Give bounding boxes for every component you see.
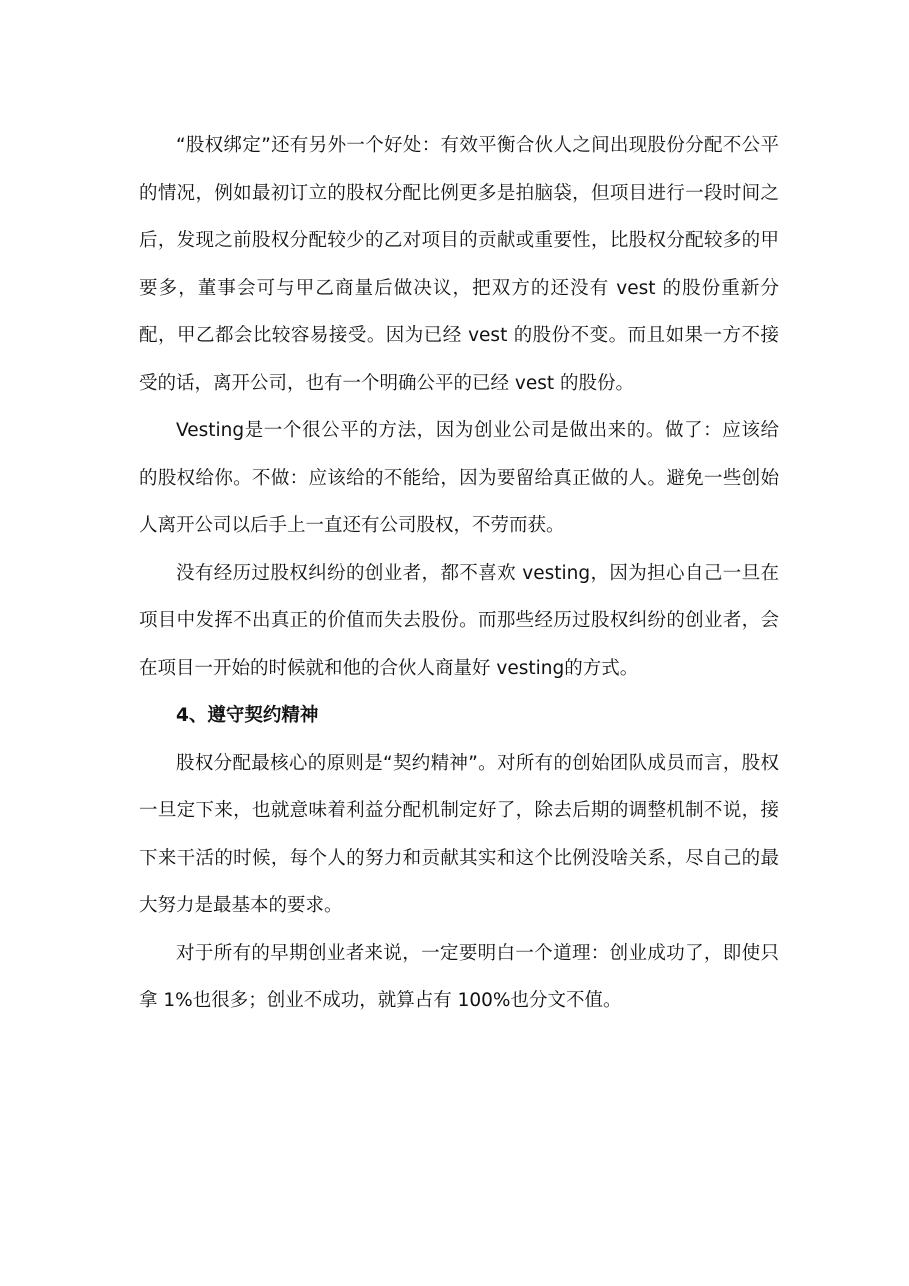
paragraph-equity-disputes: 没有经历过股权纠纷的创业者，都不喜欢 vesting，因为担心自己一旦在项目中发挥不出真正的价值而失去股份。而那些经历过股权纠纷的创业者，会在项目一开始的时候就和他的合伙人商量好 vesting的方式。: [139, 562, 779, 679]
paragraph-contract-spirit: 股权分配最核心的原则是“契约精神”。对所有的创始团队成员而言，股权一旦定下来，也就意味着利益分配机制定好了，除去后期的调整机制不说，接下来干活的时候，每个人的努力和贡献其实和这个比例没啥关系，尽自己的最大努力是最基本的要求。: [139, 752, 779, 916]
paragraph-vesting-fairness: Vesting是一个很公平的方法，因为创业公司是做出来的。做了：应该给的股权给你。不做：应该给的不能给，因为要留给真正做的人。避免一些创始人离开公司以后手上一直还有公司股权，不劳而获。: [139, 420, 779, 536]
document-body: [139, 122, 779, 1025]
paragraph-early-founders: 对于所有的早期创业者来说，一定要明白一个道理：创业成功了，即使只拿 1%也很多；创业不成功，就算占有 100%也分文不值。: [139, 942, 779, 1011]
paragraph-equity-binding: “股权绑定”还有另外一个好处：有效平衡合伙人之间出现股份分配不公平的情况，例如最初订立的股权分配比例更多是拍脑袋，但项目进行一段时间之后，发现之前股权分配较少的乙对项目的贡献或重要性，比股权分配较多的甲要多，董事会可与甲乙商量后做决议，把双方的还没有 vest 的股份重新分配，甲乙都会比较容易接受。因为已经 vest 的股份不变。而且如果一方不接受的话，离开公司，也有一个明确公平的已经 vest 的股份。: [139, 135, 779, 394]
section-heading: 4、遵守契约精神: [176, 705, 319, 726]
